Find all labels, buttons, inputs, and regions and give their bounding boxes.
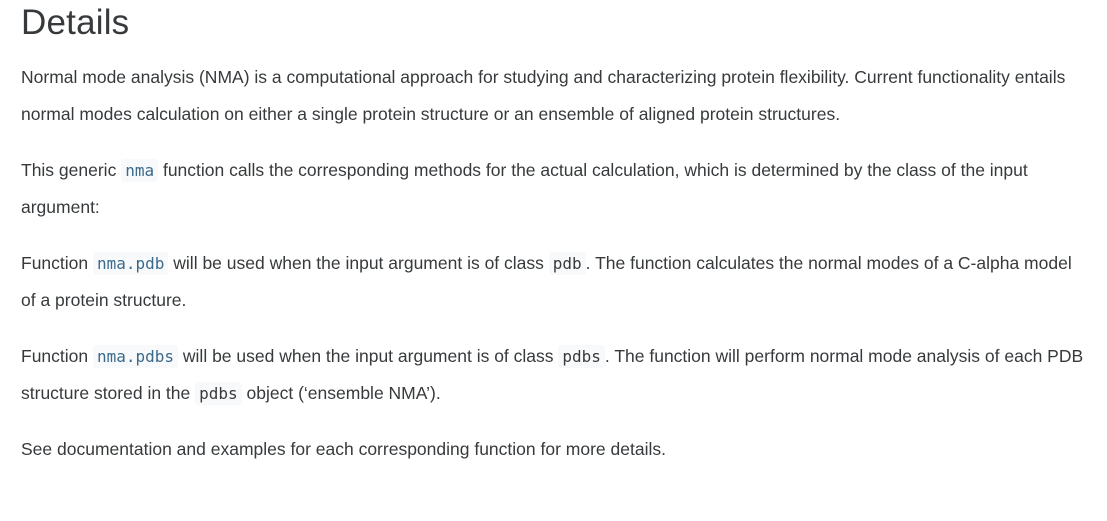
paragraph-generic-function <box>21 152 1087 226</box>
paragraph-nma-pdbs <box>21 338 1087 412</box>
paragraph-text: Normal mode analysis (NMA) is a computational approach for studying and characterizing protein flexibility. Current functionality entails normal modes calculation on either a single protein structure or an ensemble of aligned protein structures. <box>21 67 1066 124</box>
text-segment: will be used when the input argument is of class <box>178 346 559 366</box>
code-link-nma-pdbs[interactable]: nma.pdbs <box>93 345 178 368</box>
text-segment: Function <box>21 253 93 273</box>
text-segment: Function <box>21 346 93 366</box>
section-heading: Details <box>21 3 130 42</box>
details-section <box>0 1 1107 468</box>
text-segment: function calls the corresponding methods for the actual calculation, which is determined by the class of the input argument: <box>21 160 1028 217</box>
text-segment: This generic <box>21 160 122 180</box>
text-segment: . The function calculates the normal modes of a C-alpha model of a protein structure. <box>21 253 1072 310</box>
text-segment: . The function will perform normal mode analysis of each PDB structure stored in the <box>21 346 1084 403</box>
code-nma: nma <box>121 159 158 182</box>
paragraph-nma-pdb <box>21 245 1087 319</box>
code-link-nma-pdb[interactable]: nma.pdb <box>93 252 168 275</box>
paragraph-text: See documentation and examples for each corresponding function for more details. <box>21 439 666 459</box>
paragraph-see-docs <box>21 431 1087 468</box>
code-pdb: pdb <box>549 252 586 275</box>
text-segment: will be used when the input argument is of class <box>168 253 549 273</box>
code-pdbs: pdbs <box>558 345 605 368</box>
code-pdbs-object: pdbs <box>195 382 242 405</box>
paragraph-nma-intro <box>21 59 1087 133</box>
text-segment: object (‘ensemble NMA’). <box>241 383 441 403</box>
